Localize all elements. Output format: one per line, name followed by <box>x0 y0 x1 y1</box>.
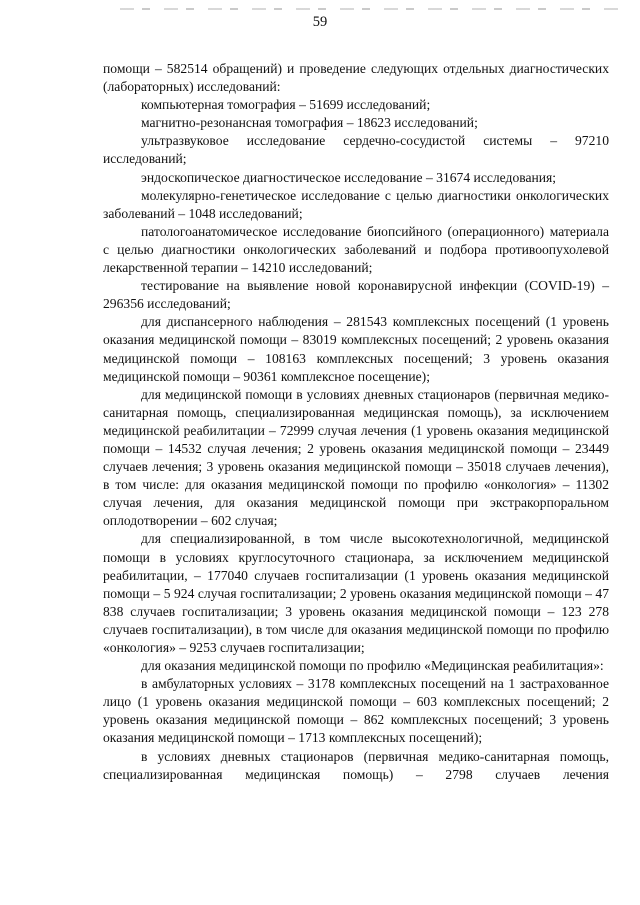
item-molecular-genetic: молекулярно-генетическое исследование с целью диагностики онкологических заболеваний – 1048 исследований; <box>103 187 609 221</box>
scan-edge-artifact <box>120 8 620 10</box>
item-specialized-care: для специализированной, в том числе высокотехнологичной, медицинской помощи в условиях круглосуточного стационара, за исключением медицинской реабилитации, – 177040 случаев госпитализации (1 уровень оказания медицинской помощи – 5 924 случая госпитализации; 2 уровень оказания медицинской помощи – 47 838 случаев госпитализации; 3 уровень оказания медицинской помощи – 123 278 случаев госпитализации), в том числе для оказания медицинской помощи по профилю «онкология» – 9253 случаев госпитализации; <box>103 531 609 655</box>
paragraph-continuation: помощи – 582514 обращений) и проведение следующих отдельных диагностических (лабораторных) исследований: <box>103 61 609 95</box>
item-day-hospital: для медицинской помощи в условиях дневных стационаров (первичная медико-санитарная помощь, специализированная медицинская помощь), за исключением медицинской реабилитации – 72999 случая лечения (1 уровень оказания медицинской помощи – 14532 случая лечения; 2 уровень оказания медицинской помощи – 23449 случаев лечения; 3 уровень оказания медицинской помощи – 35018 случаев лечения), в том числе: для оказания медицинской помощи по профилю «онкология» – 11302 случая лечения, для оказания медицинской помощи при экстракорпоральном оплодотворении – 602 случая; <box>103 386 609 529</box>
item-pathology: патологоанатомическое исследование биопсийного (операционного) материала с целью диагностики онкологических заболеваний и подбора противоопухолевой лекарственной терапии – 14210 исследований; <box>103 223 609 276</box>
item-rehab-day-hospital: в условиях дневных стационаров (первичная медико-санитарная помощь, специализированная медицинская помощь) – 2798 случаев лечения <box>103 748 609 782</box>
item-covid-testing: тестирование на выявление новой коронавирусной инфекции (COVID-19) – 296356 исследований; <box>103 278 609 312</box>
item-endoscopy: эндоскопическое диагностическое исследование – 31674 исследования; <box>141 169 557 185</box>
page-number: 59 <box>312 14 328 30</box>
item-dispensary: для диспансерного наблюдения – 281543 комплексных посещений (1 уровень оказания медицинской помощи – 83019 комплексных посещений; 2 уровень оказания медицинской помощи – 108163 комплексных посещений; 3 уровень оказания медицинской помощи – 90361 комплексное посещение); <box>103 314 609 384</box>
item-rehabilitation-heading: для оказания медицинской помощи по профилю «Медицинская реабилитация»: <box>141 658 604 674</box>
item-rehab-outpatient: в амбулаторных условиях – 3178 комплексных посещений на 1 застрахованное лицо (1 уровень оказания медицинской помощи – 603 комплексных посещений; 2 уровень оказания медицинской помощи – 862 комплексных посещений; 3 уровень оказания медицинской помощи – 1713 комплексных посещений); <box>103 676 609 746</box>
item-ultrasound: ультразвуковое исследование сердечно-сосудистой системы – 97210 исследований; <box>103 133 609 167</box>
item-mri: магнитно-резонансная томография – 18623 исследований; <box>141 115 478 131</box>
document-body <box>103 60 609 784</box>
item-ct: компьютерная томография – 51699 исследований; <box>141 97 431 113</box>
